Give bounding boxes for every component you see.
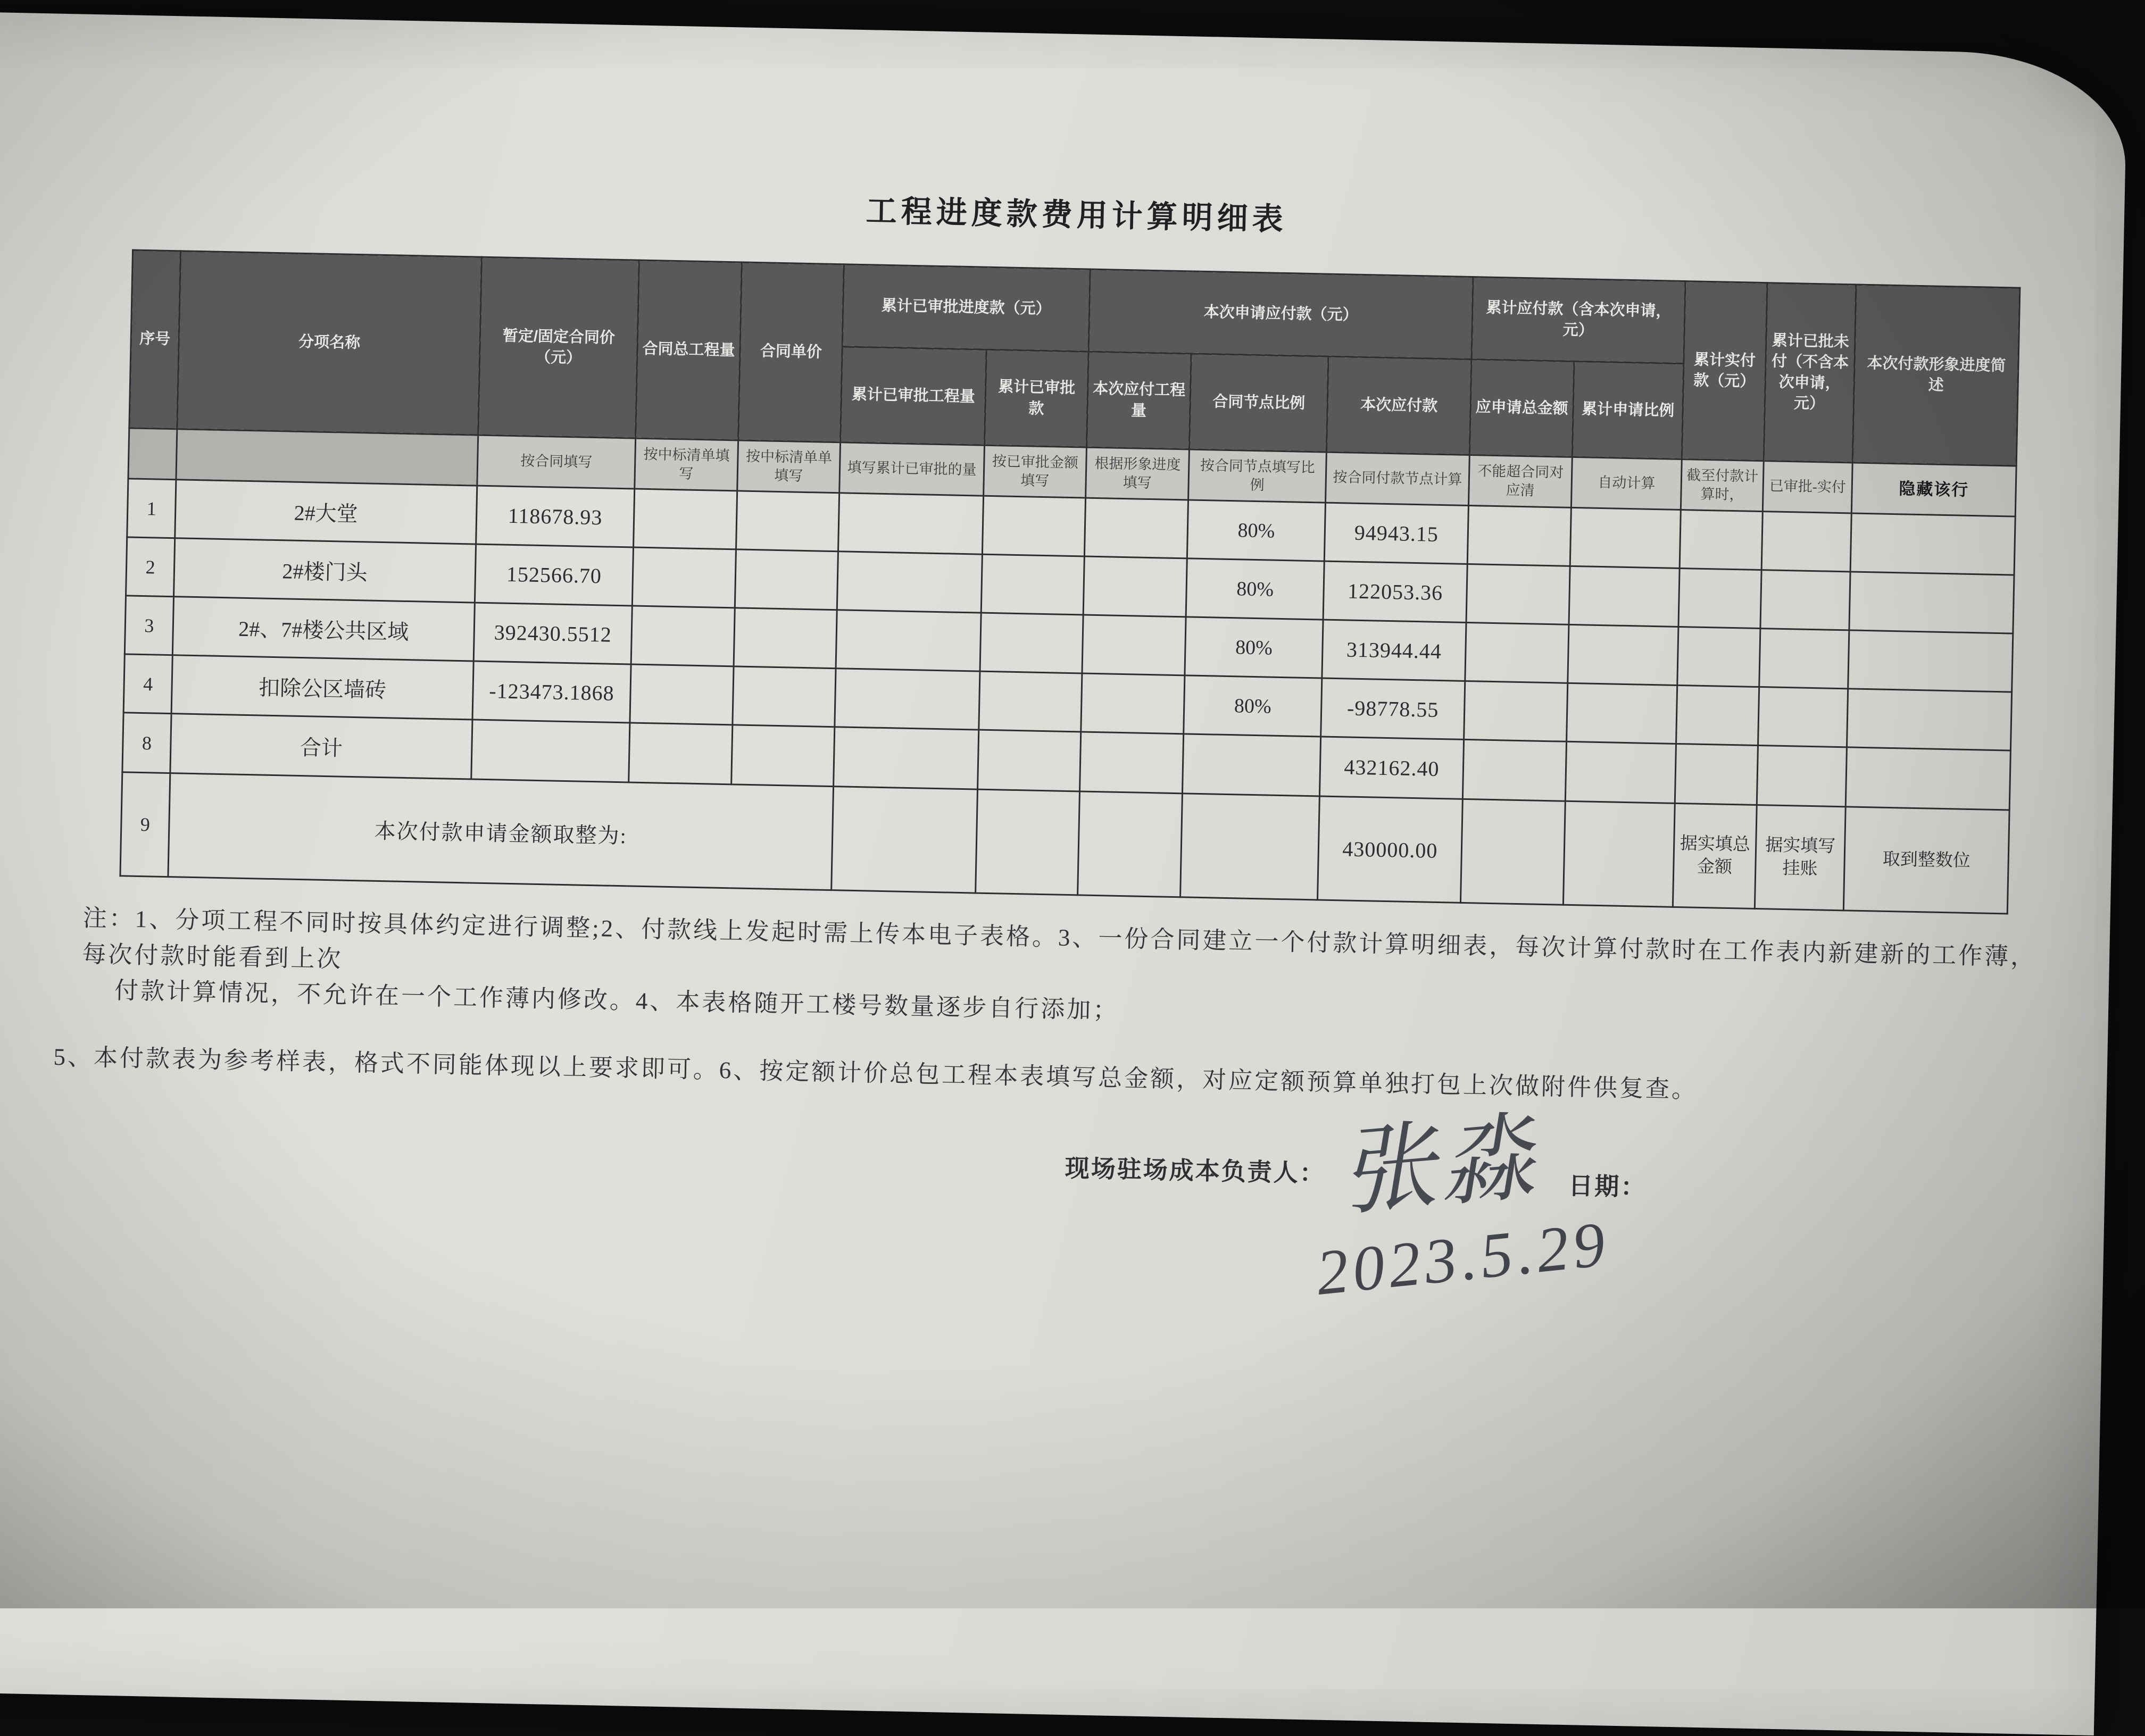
group-header-cumulative-due: 累计应付款（含本次申请，元） [1471,277,1685,364]
cost-manager-label: 现场驻场成本负责人： [1065,1155,1326,1187]
payment-detail-table [119,249,2021,914]
date-label: 日期： [1568,1172,1647,1201]
row-item-name: 2#楼门头 [174,538,476,603]
row-current-due: 313944.44 [1322,620,1466,681]
hint-cumulative-paid: 截至付款计算时， [1681,460,1764,512]
col-header-approved-unpaid: 累计已批未付（不含本次申请，元） [1764,283,1856,463]
row-node-ratio: 80% [1185,617,1323,678]
row-current-due: -98778.55 [1321,678,1465,739]
row-node-ratio: 80% [1186,558,1324,620]
row-node-ratio: 80% [1187,500,1325,561]
signature-date-handwriting: 2023.5.29 [1313,1208,1612,1308]
hint-unit-price: 按中标清单单填写 [737,440,841,493]
row-item-name: 合计 [170,714,472,779]
col-header-serial: 序号 [129,250,181,429]
col-header-unit-price: 合同单价 [738,262,844,443]
row-contract-price: 152566.70 [475,544,633,606]
col-header-node-ratio: 合同节点比例 [1189,354,1328,452]
row-serial: 8 [122,713,171,773]
col-header-cumulative-apply-ratio: 累计申请比例 [1572,361,1684,459]
hint-total-apply-amount: 不能超合同对应清 [1468,455,1572,508]
unpaid-note: 据实填写挂账 [1755,805,1845,910]
rounded-amount-value: 430000.00 [1318,796,1463,903]
hint-total-quantity: 按中标清单填写 [635,438,738,491]
row-current-due: 122053.36 [1323,561,1467,622]
col-header-total-apply-amount: 应申请总金额 [1469,360,1574,457]
row-contract-price: 392430.5512 [473,603,632,664]
row-serial: 9 [120,772,170,877]
row-serial: 3 [124,596,173,655]
hint-hide-row: 隐藏该行 [1851,463,2016,516]
footnote-line-2: 付款计算情况，不允许在一个工作薄内修改。4、本表格随开工楼号数量逐步自行添加； [114,977,1119,1024]
col-header-approved-quantity: 累计已审批工程量 [841,347,987,445]
hint-contract-price: 按合同填写 [477,435,636,489]
col-header-item-name: 分项名称 [177,251,482,435]
hint-approved-quantity: 填写累计已审批的量 [839,443,985,496]
col-header-current-due: 本次应付款 [1326,356,1471,455]
row-item-name: 扣除公区墙砖 [171,655,473,720]
col-header-approved-amount: 累计已审批款 [985,349,1089,447]
col-header-progress-desc: 本次付款形象进度简述 [1852,285,2020,466]
col-header-current-quantity: 本次应付工程量 [1087,352,1192,449]
round-desc-note: 取到整数位 [1843,807,2009,914]
signature-handwriting: 张淼 [1335,1104,1542,1227]
row-serial: 4 [123,654,172,714]
hint-current-quantity: 根据形象进度填写 [1086,447,1190,500]
row-current-due: 432162.40 [1319,737,1464,799]
hint-node-ratio: 按合同节点填写比例 [1188,449,1327,503]
col-header-contract-price: 暂定/固定合同价（元） [478,257,639,438]
round-amount-label: 本次付款申请金额取整为: [168,773,834,890]
group-header-current-apply: 本次申请应付款（元） [1088,269,1473,359]
col-header-total-quantity: 合同总工程量 [636,260,742,440]
hint-current-due: 按合同付款节点计算 [1326,452,1470,505]
paid-note: 据实填总金额 [1673,803,1757,908]
footnotes-2: 5、本付款表为参考样表，格式不同能体现以上要求即可。6、按定额计价总包工程本表填写总金额，对应定额预算单独打包上次做附件供复查。 [53,1043,1698,1103]
col-header-cumulative-paid: 累计实付款（元） [1682,281,1767,461]
row-node-ratio: 80% [1184,675,1322,737]
row-serial: 1 [127,479,176,538]
paper-sheet [0,12,2127,1735]
page-title: 工程进度款费用计算明细表 [866,194,1288,237]
hint-cumulative-apply-ratio: 自动计算 [1571,457,1682,510]
row-current-due: 94943.15 [1324,503,1468,564]
hint-approved-amount: 按已审批金额填写 [984,445,1087,498]
hint-item-name [176,429,478,486]
group-header-approved: 累计已审批进度款（元） [842,264,1090,352]
footnotes-1 [81,900,2046,1048]
hint-approved-unpaid: 已审批-实付 [1762,461,1852,513]
footnote-line-1: 注：1、分项工程不同时按具体约定进行调整;2、付款线上发起时需上传本电子表格。3、一份合同建立一个付款计算明细表，每次计算付款时在工作表内新建新的工作薄，每次付款时能看到上次 [81,904,2037,973]
hint-serial [128,428,177,480]
row-item-name: 2#大堂 [175,480,477,544]
row-item-name: 2#、7#楼公共区域 [172,597,475,661]
row-contract-price: -123473.1868 [472,661,631,723]
document-content [0,1,2145,1651]
row-contract-price: 118678.93 [476,486,635,547]
row-serial: 2 [126,537,175,597]
